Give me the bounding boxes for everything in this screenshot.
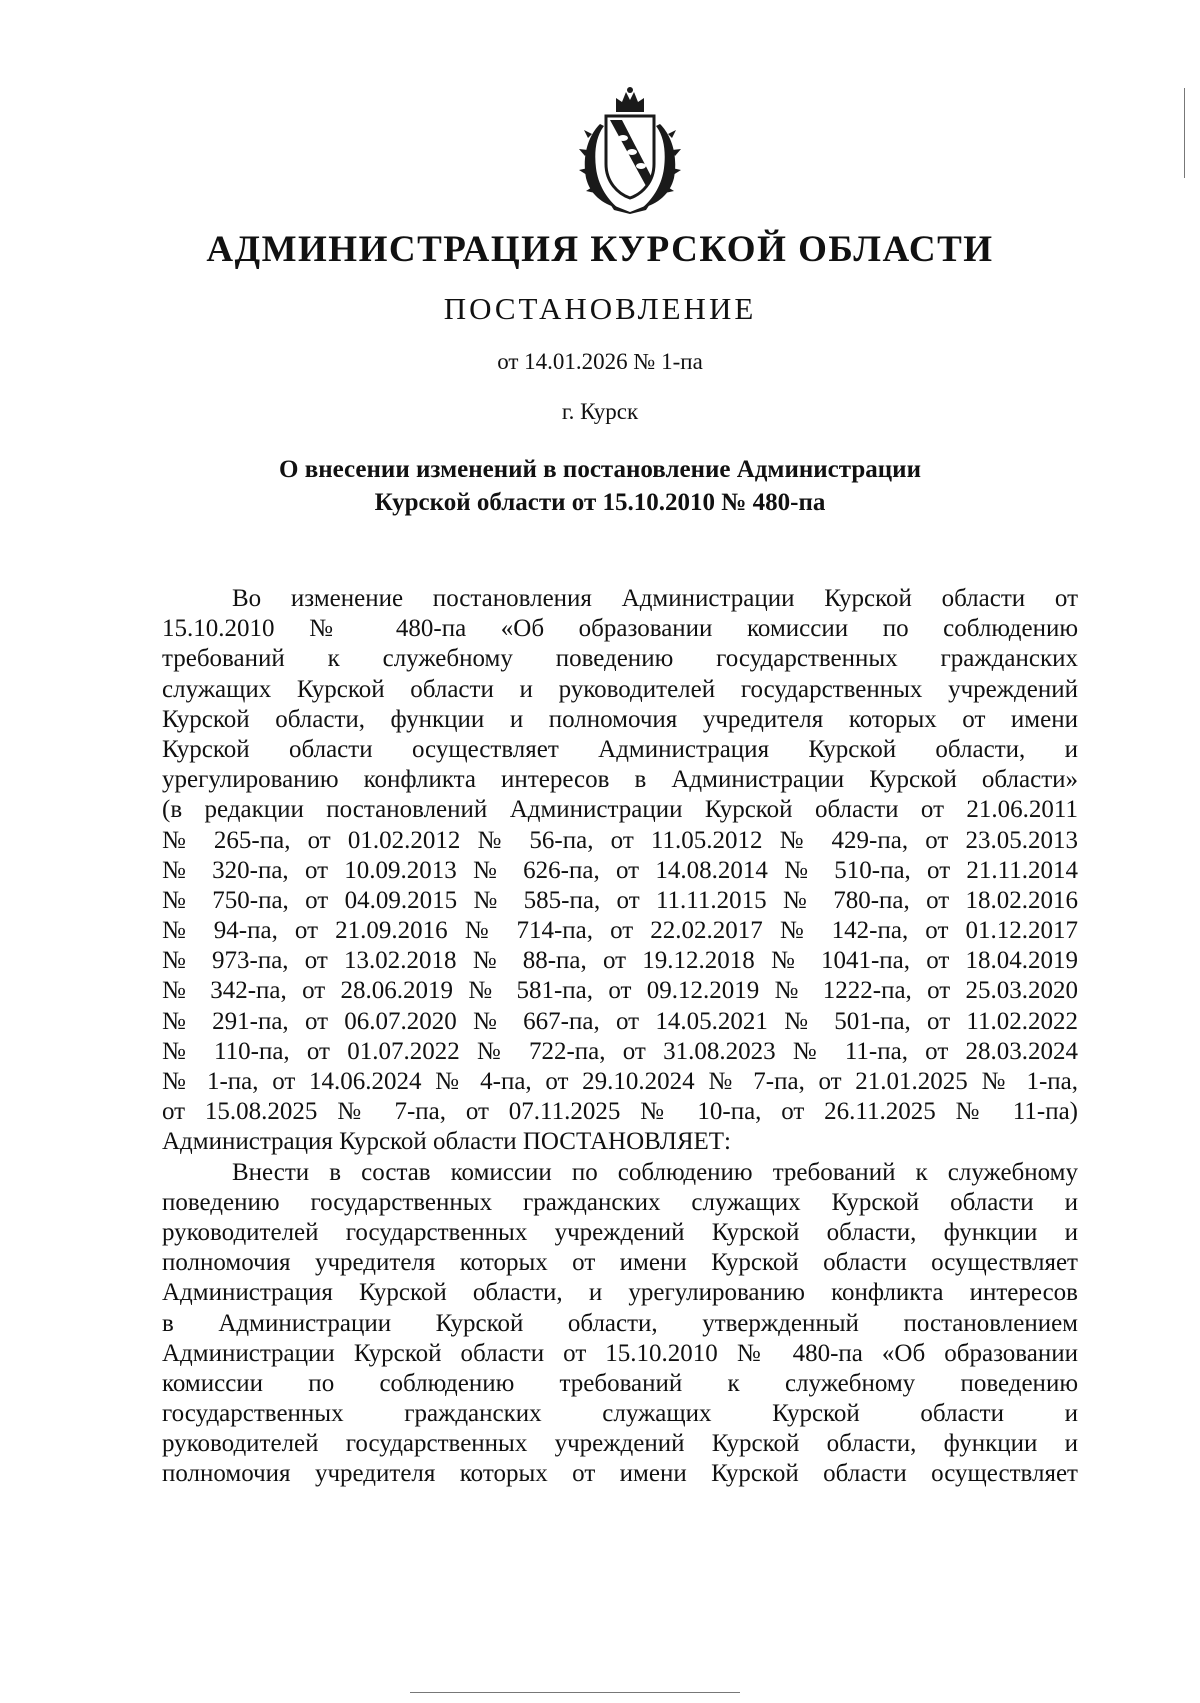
kursk-coat-of-arms-icon <box>570 86 690 214</box>
body-line: полномочия учредителя которых от имени Курской области осуществляет <box>162 1249 1078 1277</box>
document-body <box>162 584 1078 1490</box>
body-line: Во изменение постановления Администрации Курской области от <box>232 585 1078 612</box>
body-line: комиссии по соблюдению требований к служебному поведению <box>162 1369 1078 1397</box>
scan-edge-mark <box>1184 88 1185 178</box>
body-line: Администрация Курской области ПОСТАНОВЛЯЕТ: <box>162 1128 731 1156</box>
body-line: № 342-па, от 28.06.2019 № 581-па, от 09.12.2019 № 1222-па, от 25.03.2020 <box>162 977 1078 1005</box>
body-line: поведению государственных гражданских служащих Курской области и <box>162 1188 1078 1216</box>
body-line: № 265-па, от 01.02.2012 № 56-па, от 11.05.2012 № 429-па, от 23.05.2013 <box>162 826 1078 854</box>
body-line: Внести в состав комиссии по соблюдению требований к служебному <box>232 1158 1078 1186</box>
body-line: № 1-па, от 14.06.2024 № 4-па, от 29.10.2024 № 7-па, от 21.01.2025 № 1-па, <box>162 1068 1078 1095</box>
body-line: № 94-па, от 21.09.2016 № 714-па, от 22.02.2017 № 142-па, от 01.12.2017 <box>162 917 1078 945</box>
body-line: 15.10.2010 № 480-па «Об образовании комиссии по соблюдению <box>162 615 1078 643</box>
body-line: Курской области осуществляет Администрация Курской области, и <box>162 735 1078 763</box>
document-subject <box>0 453 1200 519</box>
body-line: государственных гражданских служащих Курской области и <box>162 1400 1078 1428</box>
subject-line: О внесении изменений в постановление Администрации <box>279 456 921 483</box>
body-line: № 750-па, от 04.09.2015 № 585-па, от 11.11.2015 № 780-па, от 18.02.2016 <box>162 886 1078 914</box>
body-line: № 973-па, от 13.02.2018 № 88-па, от 19.12.2018 № 1041-па, от 18.04.2019 <box>162 947 1078 975</box>
document-date-number: от 14.01.2026 № 1-па <box>497 349 703 374</box>
body-line: (в редакции постановлений Администрации Курской области от 21.06.2011 <box>162 796 1078 824</box>
body-line: № 110-па, от 01.07.2022 № 722-па, от 31.08.2023 № 11-па, от 28.03.2024 <box>162 1037 1078 1065</box>
subject-line: Курской области от 15.10.2010 № 480-па <box>374 489 826 516</box>
body-line: № 320-па, от 10.09.2013 № 626-па, от 14.08.2014 № 510-па, от 21.11.2014 <box>162 856 1078 884</box>
document-city: г. Курск <box>561 399 639 424</box>
body-line: полномочия учредителя которых от имени Курской области осуществляет <box>162 1460 1078 1488</box>
body-line: служащих Курской области и руководителей государственных учреждений <box>162 675 1078 703</box>
document-type: ПОСТАНОВЛЕНИЕ <box>443 291 757 326</box>
scan-bottom-mark <box>410 1692 740 1693</box>
body-line: Курской области, функции и полномочия учредителя которых от имени <box>162 705 1078 733</box>
organization-title: АДМИНИСТРАЦИЯ КУРСКОЙ ОБЛАСТИ <box>206 229 994 270</box>
body-line: № 291-па, от 06.07.2020 № 667-па, от 14.05.2021 № 501-па, от 11.02.2022 <box>162 1007 1078 1035</box>
body-line: урегулированию конфликта интересов в Администрации Курской области» <box>162 766 1078 794</box>
body-line: требований к служебному поведению государственных гражданских <box>162 645 1078 673</box>
body-line: Администрация Курской области, и урегулированию конфликта интересов <box>162 1279 1078 1307</box>
body-line: Администрации Курской области от 15.10.2010 № 480-па «Об образовании <box>162 1339 1078 1367</box>
body-line: руководителей государственных учреждений Курской области, функции и <box>162 1430 1078 1458</box>
body-line: руководителей государственных учреждений Курской области, функции и <box>162 1218 1078 1246</box>
body-line: в Администрации Курской области, утвержденный постановлением <box>162 1309 1078 1337</box>
body-line: от 15.08.2025 № 7-па, от 07.11.2025 № 10-па, от 26.11.2025 № 11-па) <box>162 1098 1078 1126</box>
